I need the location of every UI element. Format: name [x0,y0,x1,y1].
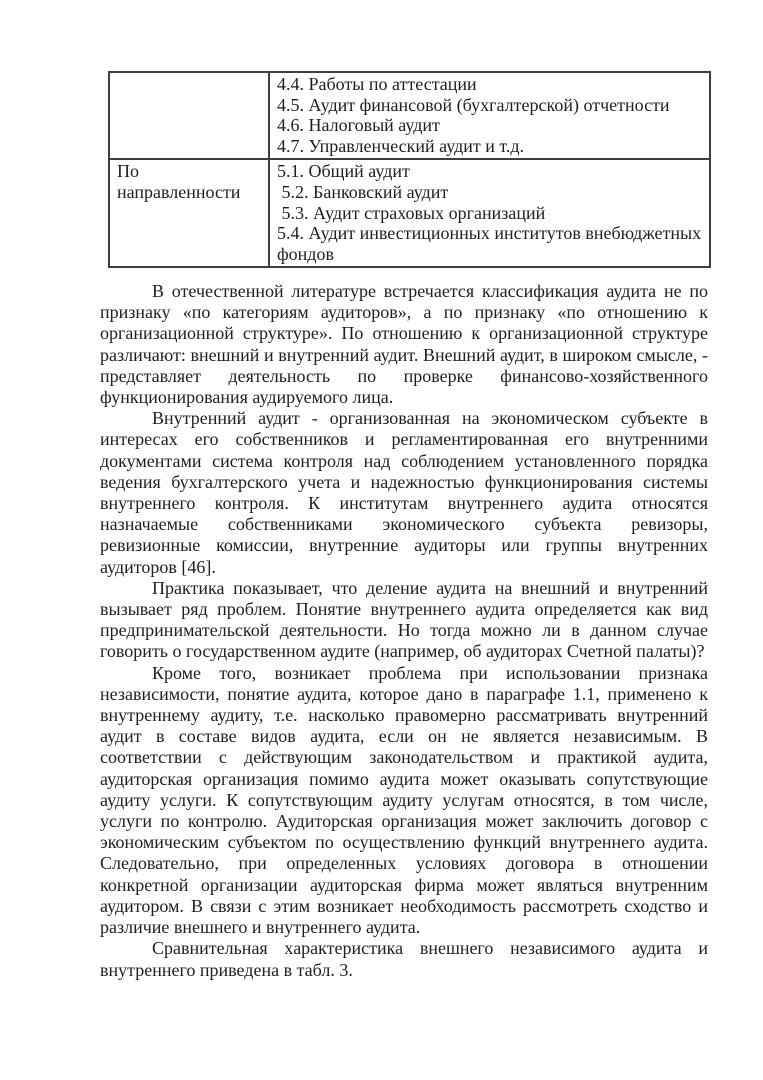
body-paragraph-3: Практика показывает, что деление аудита на внешний и внутренний вызывает ряд проблем. Понятие внутреннего аудита определяется как вид предпринимательской деятельности. Но тогда можно ли в данном случае говорить о государственном аудите (например, об аудиторах Счетной палаты)? [100,577,708,662]
table-item: 5.4. Аудит инвестиционных институтов внебюджетных фондов [277,223,706,264]
table-cell-category [109,159,269,267]
body-paragraph-1: В отечественной литературе встречается классификация аудита не по признаку «по категориям аудиторов», а по признаку «по отношению к организационной структуре». По отношению к организационной структуре различают: внешний и внутренний аудит. Внешний аудит, в широком смысле, - представляет деятельность по проверке финансово-хозяйственного функционирования аудируемого лица. [100,281,708,408]
classification-table [108,71,711,268]
table-item: 4.4. Работы по аттестации [277,74,477,94]
body-paragraph-4: Кроме того, возникает проблема при использовании признака независимости, понятие аудита, которое дано в параграфе 1.1, применено к внутреннему аудиту, т.е. насколько правомерно рассматривать внутренний аудит в составе видов аудита, если он не является независимым. В соответствии с действующим законодательством и практикой аудита, аудиторская организация помимо аудита может оказывать сопутствующие аудиту услуги. К сопутствующим аудиту услугам относятся, в том числе, услуги по контролю. Аудиторская организация может заключить договор с экономическим субъектом по осуществлению функций внутреннего аудита. Следовательно, при определенных условиях договора в отношении конкретной организации аудиторская фирма может являться внутренним аудитором. В связи с этим возникает необходимость рассмотреть сходство и различие внешнего и внутреннего аудита. [100,662,708,938]
table-row [109,159,710,267]
table-item: 4.5. Аудит финансовой (бухгалтерской) отчетности [277,94,670,115]
table-item: 5.2. Банковский аудит [277,181,449,202]
body-paragraph-5: Сравнительная характеристика внешнего независимого аудита и внутреннего приведена в табл. 3. [100,938,708,980]
table-cell-items [269,72,710,159]
table-cell-category [109,72,269,159]
table-item: 4.6. Налоговый аудит [277,115,440,136]
table-cell-items [269,159,710,267]
table-item: 5.1. Общий аудит [277,161,410,182]
table-item: 4.7. Управленческий аудит и т.д. [277,135,525,156]
category-label: По направленности [117,161,241,202]
body-paragraph-2: Внутренний аудит - организованная на экономическом субъекте в интересах его собственников и регламентированная его внутренними документами система контроля над соблюдением установленного порядка ведения бухгалтерского учета и надежностью функционирования системы внутреннего контроля. К институтам внутреннего аудита относятся назначаемые собственниками экономического субъекта ревизоры, ревизионные комиссии, внутренние аудиторы или группы внутренних аудиторов [46]. [100,408,708,577]
table-row [109,72,710,159]
table-item: 5.3. Аудит страховых организаций [277,202,546,223]
body-text-block [100,281,708,981]
